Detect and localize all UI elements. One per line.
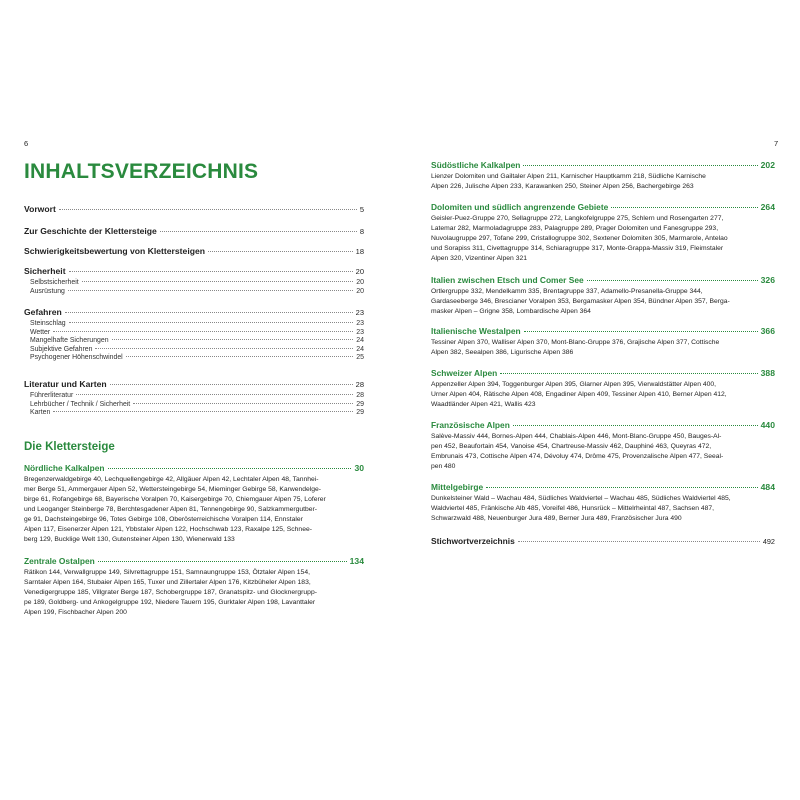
- region-line: Waldviertel 485, Fränkische Alb 485, Voreifel 486, Hunsrück – Mittelrheintal 487, Sachsen 487,: [431, 504, 715, 512]
- toc-subpage: 24: [356, 337, 364, 345]
- toc-section-sicherheit: [24, 266, 364, 296]
- toc-page: 5: [359, 205, 364, 214]
- group-title: Italienische Westalpen: [431, 326, 521, 336]
- region-line: Lienzer Dolomiten und Gailtaler Alpen 211, Karnischer Hauptkamm 218, Südliche Karnische: [431, 172, 706, 180]
- dot-leader: [98, 561, 347, 562]
- toc-label: Gefahren: [24, 307, 62, 317]
- toc-label: Sicherheit: [24, 266, 66, 276]
- toc-sublabel: Steinschlag: [30, 320, 66, 327]
- region-line: Waadtländer Alpen 421, Wallis 423: [431, 400, 536, 408]
- region-list: [431, 338, 775, 358]
- dot-leader: [126, 356, 354, 357]
- dot-leader: [160, 231, 357, 232]
- dot-leader: [133, 403, 353, 404]
- group-page: 202: [760, 160, 775, 170]
- group-title: Zentrale Ostalpen: [24, 556, 95, 566]
- region-line: Sarntaler Alpen 164, Stubaier Alpen 165, Tuxer und Zillertaler Alpen 176, Kitzbüheler Alpen 183,: [24, 578, 311, 586]
- group-heading[interactable]: [431, 275, 775, 285]
- dot-leader: [523, 165, 757, 166]
- toc-label: Literatur und Karten: [24, 379, 107, 389]
- dot-leader: [53, 411, 353, 412]
- region-line: Alpen 199, Fischbacher Alpen 200: [24, 608, 127, 616]
- toc-sublabel: Wetter: [30, 328, 51, 336]
- region-list: [431, 432, 775, 472]
- region-line: Appenzeller Alpen 394, Toggenburger Alpen 395, Glarner Alpen 395, Vierwaldstätter Alpen 400,: [431, 380, 716, 388]
- region-line: Bregenzerwaldgebirge 40, Lechquellengebirge 42, Allgäuer Alpen 42, Lechtaler Alpen 48, Tannhei-: [24, 475, 319, 483]
- region-line: Venedigergruppe 185, Villgrater Berge 187, Schobergruppe 187, Granatspitz- und Glocknergrupp-: [24, 588, 317, 596]
- region-list: [431, 380, 775, 410]
- dot-leader: [76, 394, 353, 395]
- group-title: Mittelgebirge: [431, 482, 484, 492]
- dot-leader: [518, 541, 760, 542]
- group-heading[interactable]: [431, 160, 775, 170]
- toc-group-schweizer-alpen: [431, 368, 775, 410]
- region-line: Urner Alpen 404, Rätische Alpen 408, Engadiner Alpen 409, Tessiner Alpen 410, Berner Alpen 412,: [431, 390, 727, 398]
- page-number-right: 7: [774, 139, 779, 148]
- region-line: Schwarzwald 488, Neuenburger Jura 489, Berner Jura 489, Französischer Jura 490: [431, 514, 682, 522]
- dot-leader: [65, 312, 353, 313]
- toc-subentry[interactable]: [24, 279, 364, 286]
- toc-section-literatur: [24, 379, 364, 418]
- region-line: Alpen 382, Seealpen 386, Ligurische Alpen 386: [431, 348, 574, 356]
- region-line: Dunkelsteiner Wald – Wachau 484, Südliches Waldviertel – Wachau 485, Südliches Waldviertel 485,: [431, 494, 731, 502]
- toc-label: Vorwort: [24, 204, 56, 214]
- toc-entry-sicherheit[interactable]: [24, 266, 364, 276]
- toc-entry-vorwort[interactable]: [24, 204, 364, 217]
- toc-sublabel: Karten: [30, 409, 51, 417]
- toc-sublabel: Führerliteratur: [30, 392, 74, 399]
- region-list: [24, 475, 364, 546]
- group-heading[interactable]: [24, 463, 364, 473]
- toc-entry-bewertung[interactable]: [24, 246, 364, 259]
- group-heading[interactable]: [431, 482, 775, 492]
- group-page: 440: [760, 420, 775, 430]
- toc-subpage: 23: [356, 328, 364, 336]
- toc-page: 23: [355, 308, 364, 317]
- toc-group-dolomiten: [431, 202, 775, 264]
- dot-leader: [82, 281, 354, 282]
- group-page: 484: [760, 482, 775, 492]
- region-line: Alpen 117, Eisenerzer Alpen 121, Ybbstaler Alpen 122, Hochschwab 123, Raxalpe 125, Schnee-: [24, 525, 312, 533]
- dot-leader: [611, 207, 757, 208]
- region-line: und Leoganger Steinberge 78, Berchtesgadener Alpen 81, Tennengebirge 90, Salzkammergutber-: [24, 505, 317, 513]
- group-heading[interactable]: [431, 420, 775, 430]
- toc-sublabel: Subjektive Gefahren: [30, 345, 93, 353]
- group-title: Nördliche Kalkalpen: [24, 463, 105, 473]
- toc-group-zentrale-ostalpen: [24, 556, 364, 618]
- toc-entry-stichwortverzeichnis[interactable]: [431, 536, 775, 546]
- region-line: Tessiner Alpen 370, Walliser Alpen 370, Mont-Blanc-Gruppe 376, Grajische Alpen 377, Cottische: [431, 338, 720, 346]
- region-line: Gardaseeberge 346, Brescianer Voralpen 353, Bergamasker Alpen 354, Bündner Alpen 357, Berga-: [431, 297, 730, 305]
- group-title: Französische Alpen: [431, 420, 510, 430]
- toc-label: Zur Geschichte der Klettersteige: [24, 226, 157, 236]
- toc-page: 28: [355, 380, 364, 389]
- region-line: Latemar 282, Marmoladagruppe 283, Palagruppe 289, Prager Dolomiten und Fanesgruppe 293,: [431, 224, 719, 232]
- toc-sublabel: Mangelhafte Sicherungen: [30, 337, 109, 345]
- dot-leader: [95, 348, 353, 349]
- region-line: und Sorapiss 311, Civettagruppe 314, Schiaragruppe 317, Monte-Grappa-Massiv 319, Fleimstaler: [431, 244, 724, 252]
- dot-leader: [513, 425, 758, 426]
- group-heading[interactable]: [431, 202, 775, 212]
- toc-subpage: 25: [356, 354, 364, 362]
- dot-leader: [53, 331, 353, 332]
- dot-leader: [486, 487, 758, 488]
- dot-leader: [108, 468, 352, 469]
- toc-page: 18: [355, 247, 364, 256]
- toc-sublabel: Ausrüstung: [30, 287, 65, 295]
- group-title: Südöstliche Kalkalpen: [431, 160, 521, 170]
- dot-leader: [500, 373, 757, 374]
- dot-leader: [524, 331, 758, 332]
- group-page: 366: [760, 326, 775, 336]
- region-line: pen 452, Beaufortain 454, Vanoise 454, Chartreuse-Massiv 462, Dauphiné 463, Queyras 472,: [431, 442, 712, 450]
- toc-entry-literatur[interactable]: [24, 379, 364, 389]
- toc-entry-geschichte[interactable]: [24, 226, 364, 239]
- toc-page: 8: [359, 227, 364, 236]
- group-title: Dolomiten und südlich angrenzende Gebiete: [431, 202, 609, 212]
- dot-leader: [112, 339, 354, 340]
- group-heading[interactable]: [431, 326, 775, 336]
- group-heading[interactable]: [431, 368, 775, 378]
- group-page: 30: [354, 463, 364, 473]
- toc-sublabel: Selbstsicherheit: [30, 279, 79, 286]
- toc-label: Stichwortverzeichnis: [431, 536, 515, 546]
- toc-subpage: 20: [356, 287, 364, 295]
- region-list: [24, 568, 364, 618]
- toc-subentry[interactable]: [24, 288, 364, 295]
- toc-group-italienische-westalpen: [431, 326, 775, 358]
- region-list: [431, 494, 775, 524]
- region-list: [431, 287, 775, 317]
- toc-group-franzoesische-alpen: [431, 420, 775, 472]
- group-heading[interactable]: [24, 556, 364, 566]
- toc-section-gefahren: [24, 307, 364, 363]
- region-list: [431, 214, 775, 264]
- region-line: Rätikon 144, Verwallgruppe 149, Silvrettagruppe 151, Samnaungruppe 153, Ötztaler Alpen 154,: [24, 568, 310, 576]
- group-page: 264: [760, 202, 775, 212]
- dot-leader: [69, 271, 353, 272]
- toc-page: 492: [762, 537, 775, 546]
- section-heading-klettersteige: Die Klettersteige: [24, 441, 115, 453]
- page-number-left: 6: [24, 139, 29, 148]
- toc-entry-gefahren[interactable]: [24, 307, 364, 317]
- group-page: 326: [760, 275, 775, 285]
- toc-subentry[interactable]: [24, 392, 364, 399]
- region-line: Ortlergruppe 332, Mendelkamm 335, Brentagruppe 337, Adamello-Presanella-Gruppe 344,: [431, 287, 703, 295]
- group-page: 134: [349, 556, 364, 566]
- region-line: Alpen 320, Vizentiner Alpen 321: [431, 254, 527, 262]
- dot-leader: [68, 290, 353, 291]
- toc-subpage: 28: [356, 392, 364, 399]
- region-line: mer Berge 51, Ammergauer Alpen 52, Wettersteingebirge 54, Mieminger Gebirge 58, Karwendelge-: [24, 485, 322, 493]
- page-title: INHALTSVERZEICHNIS: [24, 160, 259, 183]
- toc-subpage: 23: [356, 320, 364, 327]
- toc-subentry[interactable]: [24, 329, 364, 336]
- toc-subpage: 29: [356, 400, 364, 408]
- toc-label: Schwierigkeitsbewertung von Klettersteigen: [24, 246, 205, 256]
- region-line: Geisler-Puez-Gruppe 270, Sellagruppe 272, Langkofelgruppe 275, Schlern und Rosengarten 277,: [431, 214, 724, 222]
- toc-group-italien: [431, 275, 775, 317]
- region-line: berg 129, Bucklige Welt 130, Gutensteiner Alpen 130, Wienerwald 133: [24, 536, 235, 544]
- group-title: Italien zwischen Etsch und Comer See: [431, 275, 584, 285]
- toc-subentry[interactable]: [24, 409, 364, 416]
- toc-group-mittelgebirge: [431, 482, 775, 524]
- toc-page: 20: [355, 267, 364, 276]
- toc-subentry[interactable]: [24, 320, 364, 327]
- region-line: pen 480: [431, 462, 456, 470]
- toc-group-noerdliche-kalkalpen: [24, 463, 364, 545]
- dot-leader: [69, 322, 354, 323]
- dot-leader: [208, 251, 353, 252]
- group-title: Schweizer Alpen: [431, 368, 498, 378]
- toc-subentry[interactable]: [24, 354, 364, 361]
- toc-subentry[interactable]: [24, 401, 364, 408]
- toc-subpage: 29: [356, 409, 364, 417]
- region-line: Alpen 226, Julische Alpen 233, Karawanken 250, Steiner Alpen 256, Bachergebirge 263: [431, 182, 694, 190]
- region-line: pe 189, Goldberg- und Ankogelgruppe 192, Niedere Tauern 195, Gurktaler Alpen 198, Lavanttaler: [24, 598, 316, 606]
- region-line: masker Alpen – Grigne 358, Lombardische Alpen 364: [431, 307, 591, 315]
- toc-subentry[interactable]: [24, 346, 364, 353]
- toc-subpage: 24: [356, 345, 364, 353]
- toc-subentry[interactable]: [24, 337, 364, 344]
- dot-leader: [587, 280, 758, 281]
- region-line: Salève-Massiv 444, Bornes-Alpen 444, Chablais-Alpen 446, Mont-Blanc-Gruppe 450, Bauges-Al-: [431, 432, 722, 440]
- dot-leader: [110, 384, 353, 385]
- dot-leader: [59, 209, 357, 210]
- toc-subpage: 20: [356, 279, 364, 286]
- region-line: ge 91, Dachsteingebirge 96, Totes Gebirge 108, Oberösterreichische Voralpen 114, Ennstaler: [24, 515, 303, 523]
- toc-sublabel: Lehrbücher / Technik / Sicherheit: [30, 400, 131, 408]
- group-page: 388: [760, 368, 775, 378]
- toc-group-suedoestliche-kalkalpen: [431, 160, 775, 192]
- toc-sublabel: Psychogener Höhenschwindel: [30, 354, 123, 362]
- region-line: Embrunais 473, Cottische Alpen 474, Dévoluy 474, Drôme 475, Provenzalische Alpen 477, Seeal-: [431, 452, 724, 460]
- region-line: birge 61, Rofangebirge 68, Bayerische Voralpen 70, Kaisergebirge 70, Chiemgauer Alpen 75, Loferer: [24, 495, 326, 503]
- region-list: [431, 172, 775, 192]
- region-line: Nuvolaugruppe 297, Tofane 299, Cristallogruppe 302, Sextener Dolomiten 305, Marmarole, Antelao: [431, 234, 728, 242]
